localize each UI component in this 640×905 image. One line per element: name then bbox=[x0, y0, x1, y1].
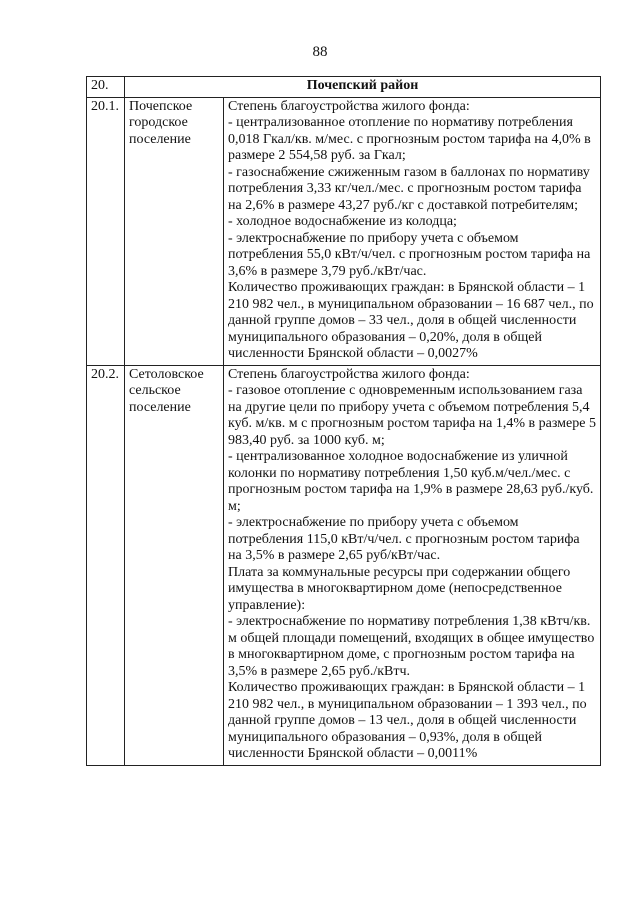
settlements-table bbox=[86, 76, 601, 766]
description-line: Степень благоустройства жилого фонда: bbox=[228, 98, 470, 114]
description-line: - электроснабжение по прибору учета с объемом потребления 115,0 кВт/ч/чел. с прогнозным ростом тарифа на 3,5% в размере 2,65 руб/кВт/час. bbox=[228, 515, 580, 563]
page-number: 88 bbox=[312, 44, 328, 60]
description-line: - централизованное холодное водоснабжение из уличной колонки по нормативу потребления 1,50 куб.м/чел./мес. с прогнозным ростом тарифа на 1,9% в размере 28,63 руб./куб. м; bbox=[228, 449, 594, 514]
description-line: Степень благоустройства жилого фонда: bbox=[228, 366, 470, 382]
description-line: Плата за коммунальные ресурсы при содержании общего имущества в многоквартирном доме (непосредственное управление): bbox=[228, 564, 571, 613]
row-number-cell: 20.1. bbox=[87, 97, 125, 365]
row-number-cell: 20.2. bbox=[87, 365, 125, 765]
table-row bbox=[87, 97, 601, 365]
description-line: Количество проживающих граждан: в Брянской области – 1 210 982 чел., в муниципальном образовании – 16 687 чел., по данной группе домов – 33 чел., доля в общей численности муниципального образования – 0,20%, доля в общей численности Брянской области – 0,0027% bbox=[228, 280, 594, 361]
description-line: Количество проживающих граждан: в Брянской области – 1 210 982 чел., в муниципальном образовании – 1 393 чел., по данной группе домов – 13 чел., доля в общей численности муниципального образования – 0,93%, доля в общей численности Брянской области – 0,0011% bbox=[228, 680, 587, 761]
settlement-name-cell: Почепское городское поселение bbox=[125, 97, 224, 365]
table-header-row bbox=[87, 77, 601, 98]
description-line: - электроснабжение по прибору учета с объемом потребления 55,0 кВт/ч/чел. с прогнозным ростом тарифа на 3,6% в размере 3,79 руб./кВт/час. bbox=[228, 230, 591, 279]
description-line: - газоснабжение сжиженным газом в баллонах по нормативу потребления 3,33 кг/чел./мес. с прогнозным ростом тарифа на 2,6% в размере 43,27 руб./кг с доставкой потребителям; bbox=[228, 164, 590, 213]
description-line: - централизованное отопление по нормативу потребления 0,018 Гкал/кв. м/мес. с прогнозным ростом тарифа на 4,0% в размере 2 554,58 руб. за Гкал; bbox=[228, 115, 591, 163]
header-number-cell: 20. bbox=[87, 77, 125, 98]
description-line: - электроснабжение по нормативу потребления 1,38 кВтч/кв. м общей площади помещений, входящих в общее имущество в многоквартирном доме, с прогнозным ростом тарифа на 3,5% в размере 2,65 руб./кВтч. bbox=[228, 614, 595, 679]
description-line: - газовое отопление с одновременным использованием газа на другие цели по прибору учета с объемом потребления 5,4 куб. м/кв. м с прогнозным ростом тарифа на 1,4% в размере 5 983,40 руб. за 1000 куб. м; bbox=[228, 383, 596, 448]
settlement-name-cell: Сетоловское сельское поселение bbox=[125, 365, 224, 765]
district-title: Почепский район bbox=[125, 77, 601, 98]
table-row bbox=[87, 365, 601, 765]
description-cell bbox=[224, 97, 601, 365]
description-cell bbox=[224, 365, 601, 765]
description-line: - холодное водоснабжение из колодца; bbox=[228, 214, 457, 229]
